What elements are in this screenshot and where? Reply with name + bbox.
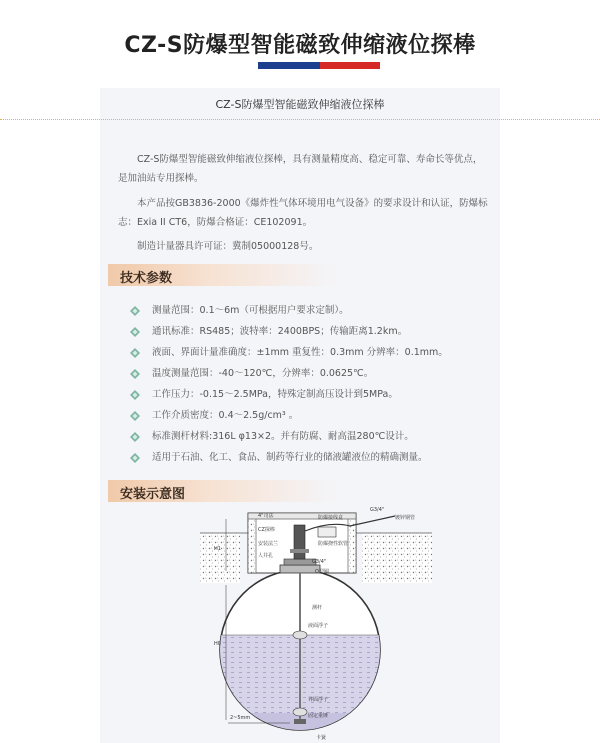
intro-paragraph-1: CZ-S防爆型智能磁致伸缩液位探棒，具有测量精度高、稳定可靠、寿命长等优点，是加油站专用探棒。 — [118, 154, 483, 184]
oil-float — [293, 631, 307, 639]
water-float — [293, 708, 307, 716]
probe-head — [294, 525, 305, 559]
probe-weight — [294, 719, 306, 724]
diamond-bullet-icon — [130, 411, 140, 421]
diamond-bullet-icon — [130, 369, 140, 379]
intro-paragraph-3: 制造计量器具许可证：冀制05000128号。 — [137, 241, 319, 252]
spec-text: 通讯标准：RS485；波特率：2400BPS；传输距离1.2km。 — [152, 326, 408, 337]
specs-section-header — [108, 264, 338, 286]
spec-list — [130, 300, 490, 468]
label-h1: H1 — [214, 546, 221, 552]
installation-diagram — [190, 505, 440, 743]
spec-text: 适用于石油、化工、食品、制药等行业的储液罐液位的精确测量。 — [152, 452, 428, 463]
ground-right — [362, 533, 432, 583]
label-oil-float: 液面浮子 — [308, 623, 329, 629]
spec-item — [130, 384, 490, 405]
label-fixed-weight: 固定重锤 — [308, 713, 329, 719]
intro-paragraph-2: 本产品按GB3836-2000《爆炸性气体环境用电气设备》的要求设计和认证，防爆标志：Exia II CT6，防爆合格证：CE102091。 — [118, 198, 488, 228]
label-manhole: 人井孔 — [258, 553, 274, 559]
spec-item — [130, 426, 490, 447]
label-thread-a: G3/4" — [370, 507, 385, 513]
diamond-bullet-icon — [130, 327, 140, 337]
spec-text: 工作压力：-0.15～2.5MPa，特殊定制高压设计到5MPa。 — [152, 389, 398, 400]
spec-item — [130, 363, 490, 384]
title-underline-red — [320, 62, 380, 69]
spec-item — [130, 447, 490, 468]
spec-text: 标准测杆材料:316L φ13×2。并有防腐、耐高温280℃设计。 — [152, 431, 414, 442]
panel-subtitle: CZ-S防爆型智能磁致伸缩液位探棒 — [215, 98, 385, 111]
title-underline-blue — [258, 62, 320, 69]
label-gap: 2~5mm — [230, 715, 251, 721]
label-explosion-box: 防爆接线盒 — [318, 515, 344, 521]
tank-neck — [280, 565, 320, 573]
spec-item — [130, 342, 490, 363]
dotted-divider — [0, 119, 600, 120]
diamond-bullet-icon — [130, 453, 140, 463]
label-explosion-pipe: 防爆挠性软管 — [318, 541, 349, 547]
spec-item — [130, 300, 490, 321]
spec-text: 工作介质密度：0.4～2.5g/cm³ 。 — [152, 410, 299, 421]
spec-text: 测量范围：0.1～6m（可根据用户要求定制）。 — [152, 305, 349, 316]
label-flange: 安装法兰 — [258, 541, 279, 547]
label-water-float: 界面浮子 — [308, 697, 329, 703]
ground-left — [200, 533, 240, 583]
diamond-bullet-icon — [130, 306, 140, 316]
label-base: 卡簧 — [316, 735, 327, 741]
banner — [0, 0, 600, 88]
diamond-bullet-icon — [130, 390, 140, 400]
label-rod: 测杆 — [312, 605, 323, 611]
spec-text: 液面、界面计量准确度：±1mm 重复性：0.3mm 分辨率：0.1mm。 — [152, 347, 448, 358]
label-hole: 4"司法 — [258, 513, 274, 519]
spec-item — [130, 321, 490, 342]
spec-item — [130, 405, 490, 426]
page-title: CZ-S防爆型智能磁致伸缩液位探棒 — [124, 33, 476, 58]
label-seal-ring: O型圈 — [315, 569, 329, 575]
specs-heading: 技术参数 — [120, 271, 173, 286]
label-cz-probe: CZ探棒 — [258, 527, 275, 533]
label-galvanized-pipe: 镀锌钢管 — [395, 515, 416, 521]
diamond-bullet-icon — [130, 432, 140, 442]
label-thread-b: G3/4" — [312, 559, 327, 565]
junction-box — [318, 527, 336, 537]
diamond-bullet-icon — [130, 348, 140, 358]
label-h0: H0 — [214, 641, 221, 647]
install-heading: 安装示意图 — [120, 487, 186, 502]
spec-text: 温度测量范围：-40～120℃，分辨率：0.0625℃。 — [152, 368, 374, 379]
install-section-header — [108, 480, 338, 502]
